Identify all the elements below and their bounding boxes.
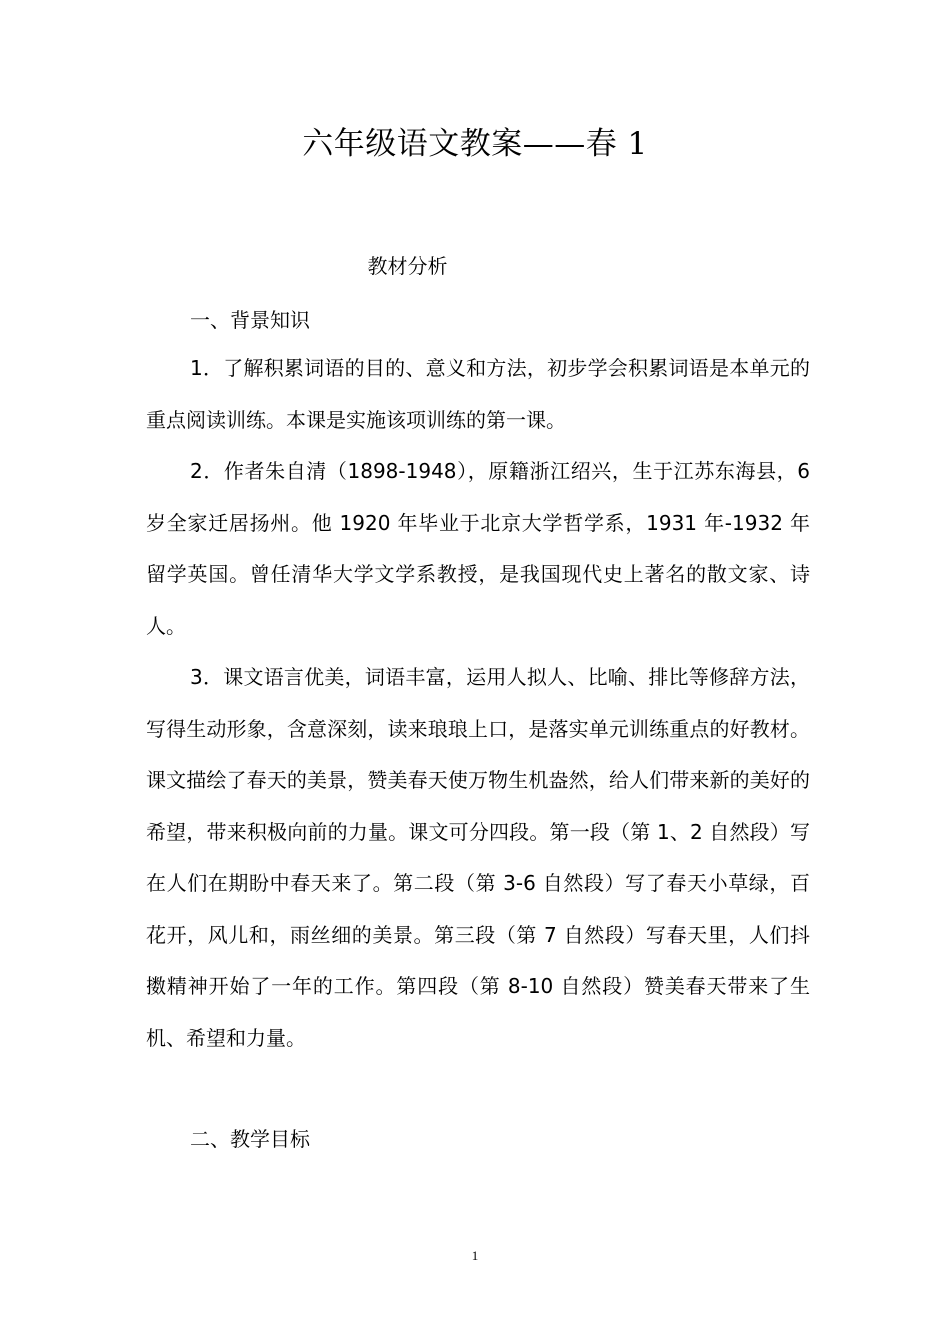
section-title: 教材分析 (367, 254, 448, 278)
page-number: 1 (471, 1248, 479, 1263)
paragraph-1: 1．了解积累词语的目的、意义和方法，初步学会积累词语是本单元的重点阅读训练。本课是实施该项训练的第一课。 (146, 356, 810, 432)
heading-teaching-goals: 二、教学目标 (190, 1127, 310, 1151)
paragraph-2: 2．作者朱自清（1898-1948），原籍浙江绍兴，生于江苏东海县，6 岁全家迁居扬州。他 1920 年毕业于北京大学哲学系，1931 年-1932 年留学英国。曾任清华大学文学系教授，是我国现代史上著名的散文家、诗人。 (146, 459, 810, 638)
document-title: 六年级语文教案——春 1 (302, 126, 648, 162)
heading-background-knowledge: 一、背景知识 (190, 308, 310, 332)
paragraph-3: 3．课文语言优美，词语丰富，运用人拟人、比喻、排比等修辞方法，写得生动形象，含意深刻，读来琅琅上口，是落实单元训练重点的好教材。课文描绘了春天的美景，赞美春天使万物生机盎然，给人们带来新的美好的希望，带来积极向前的力量。课文可分四段。第一段（第 1、2 自然段）写在人们在期盼中春天来了。第二段（第 3-6 自然段）写了春天小草绿，百花开，风儿和，雨丝细的美景。第三段（第 7 自然段）写春天里，人们抖擞精神开始了一年的工作。第四段（第 8-10 自然段）赞美春天带来了生机、希望和力量。 (146, 665, 810, 1050)
